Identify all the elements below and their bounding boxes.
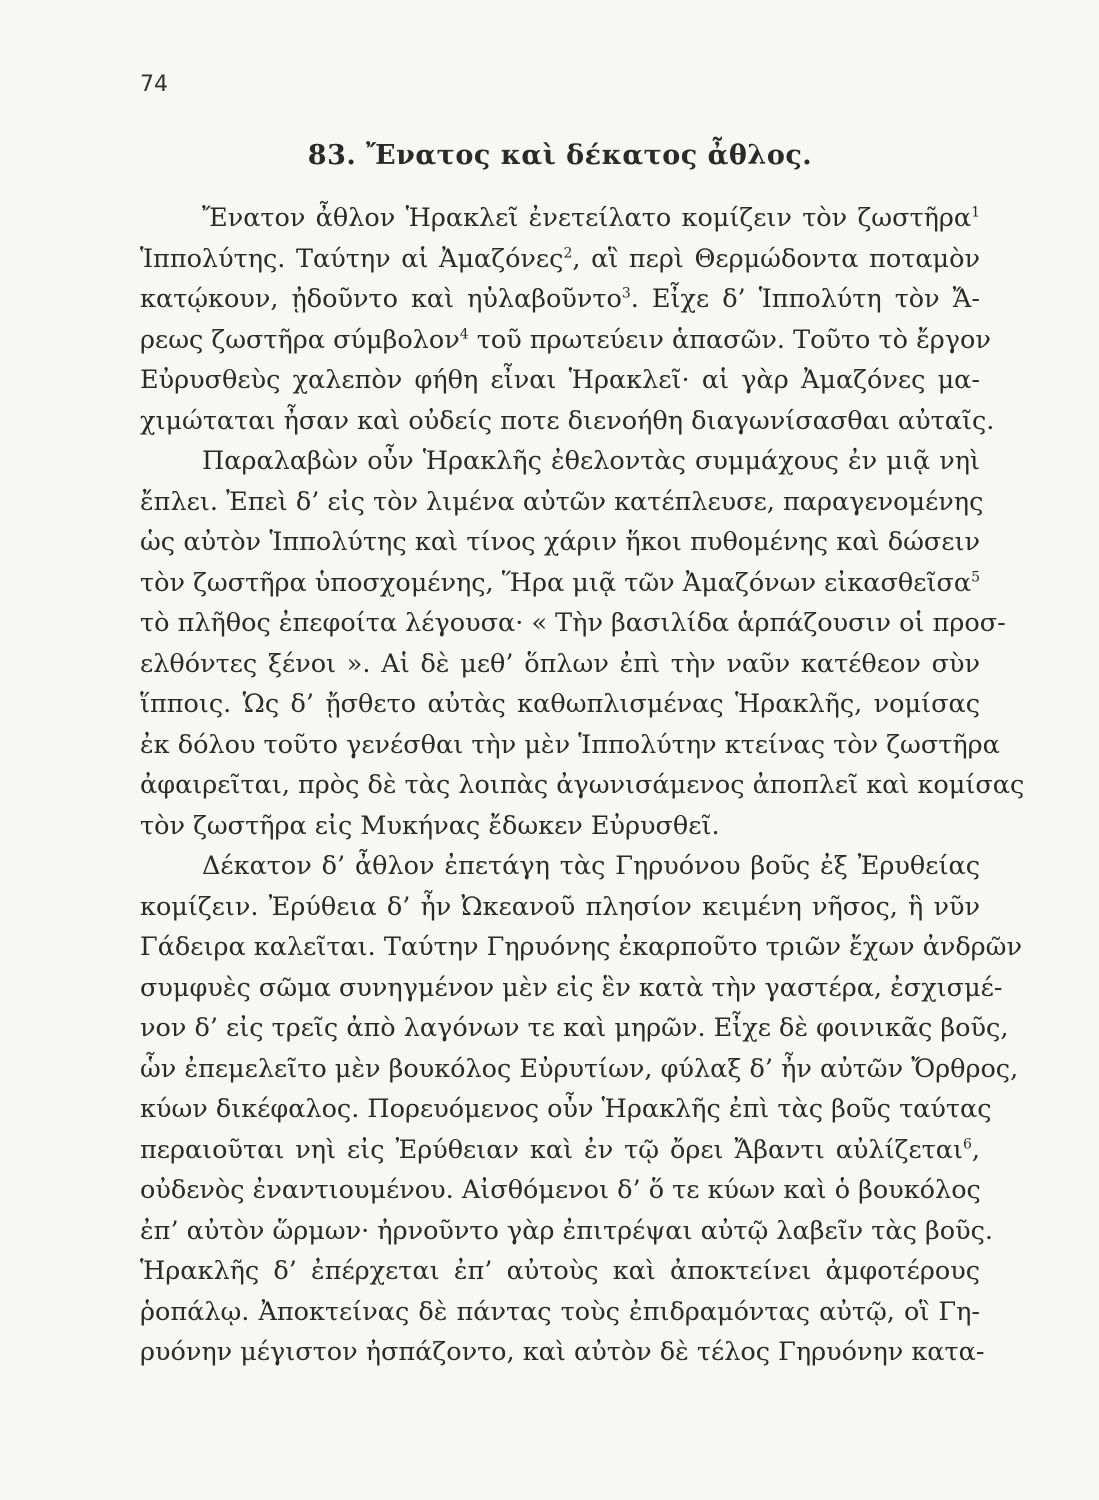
- line-text: ἵπποις. Ὡς δ’ ᾔσθετο αὐτὰς καθωπλισμένας Ἡρακλῆς, νομίσας: [140, 689, 980, 719]
- line-text: ρεως ζωστῆρα σύμβολον: [140, 324, 460, 355]
- line-text: ὧν ἐπεμελεῖτο μὲν βουκόλος Εὐρυτίων, φύλαξ δ’ ἦν αὐτῶν Ὄρθρος,: [140, 1053, 1019, 1084]
- text-line: [140, 765, 1025, 806]
- line-text: ελθόντες ξένοι ». Αἱ δὲ μεθ’ ὅπλων ἐπὶ τὴν ναῦν κατέθεον σὺν: [140, 648, 980, 679]
- text-line: [140, 198, 980, 239]
- body-text: [140, 198, 1025, 1373]
- line-text: κατῴκουν, ᾐδοῦντο καὶ ηὐλαβοῦντο: [140, 284, 622, 314]
- text-line: [140, 239, 980, 280]
- text-line: [140, 1089, 992, 1130]
- text-line: [140, 1251, 980, 1292]
- paragraph: [140, 198, 995, 441]
- chapter-heading: 83. Ἔνατος καὶ δέκατος ἆθλος.: [307, 140, 813, 171]
- text-line: [140, 846, 980, 887]
- text-line: [140, 522, 980, 563]
- line-text: ἀφαιρεῖται, πρὸς δὲ τὰς λοιπὰς ἀγωνισάμενος ἀποπλεῖ καὶ κομίσας: [140, 770, 1025, 800]
- line-text: Εὐρυσθεὺς χαλεπὸν φήθη εἶναι Ἡρακλεῖ· αἱ γὰρ Ἀμαζόνες μα-: [140, 365, 980, 395]
- line-text: ῥοπάλῳ. Ἀποκτείνας δὲ πάντας τοὺς ἐπιδραμόντας αὐτῷ, οἳ Γη-: [140, 1296, 980, 1327]
- text-line: [140, 1170, 980, 1211]
- line-text: ἐκ δόλου τοῦτο γενέσθαι τὴν μὲν Ἱππολύτην κτείνας τὸν ζωστῆρα: [140, 729, 1000, 760]
- line-text-continued: , αἳ περὶ Θερμώδοντα ποταμὸν: [572, 243, 980, 274]
- line-text-continued: ,: [971, 1134, 980, 1165]
- text-line: [140, 1292, 980, 1333]
- text-line: [140, 644, 980, 685]
- text-line: [140, 320, 991, 361]
- line-text: νον δ’ εἰς τρεῖς ἀπὸ λαγόνων τε καὶ μηρῶν. Εἶχε δὲ φοινικᾶς βοῦς,: [140, 1013, 1009, 1043]
- text-line: [140, 1008, 1009, 1049]
- line-text: τὸ πλῆθος ἐπεφοίτα λέγουσα· « Τὴν βασιλίδα ἁρπάζουσιν οἱ προσ-: [140, 608, 1006, 638]
- line-text: κομίζειν. Ἐρύθεια δ’ ἦν Ὠκεανοῦ πλησίον κειμένη νῆσος, ἣ νῦν: [140, 891, 980, 922]
- line-text: οὐδενὸς ἐναντιουμένου. Αἰσθόμενοι δ’ ὅ τε κύων καὶ ὁ βουκόλος: [140, 1175, 981, 1205]
- footnote-marker: 1: [971, 204, 980, 221]
- text-line: [140, 441, 980, 482]
- line-text: Ἡρακλῆς δ’ ἐπέρχεται ἐπ’ αὐτοὺς καὶ ἀποκτείνει ἀμφοτέρους: [140, 1256, 980, 1286]
- line-text-continued: τοῦ πρωτεύειν ἁπασῶν. Τοῦτο τὸ ἔργον: [468, 324, 991, 355]
- line-text: περαιοῦται νηὶ εἰς Ἐρύθειαν καὶ ἐν τῷ ὄρει Ἄβαντι αὐλίζεται: [140, 1134, 963, 1165]
- footnote-marker: 3: [621, 285, 631, 302]
- text-line: [140, 563, 980, 604]
- text-line: [140, 279, 980, 320]
- text-line: [140, 1332, 985, 1373]
- line-text: τὸν ζωστῆρα εἰς Μυκήνας ἔδωκεν Εὐρυσθεῖ.: [140, 810, 720, 841]
- line-text: ἔπλει. Ἐπεὶ δ’ εἰς τὸν λιμένα αὐτῶν κατέπλευσε, παραγενομένης: [140, 486, 984, 517]
- text-line: [140, 1211, 993, 1252]
- text-line: [140, 684, 980, 725]
- text-line: [140, 401, 995, 442]
- line-text: ρυόνην μέγιστον ἠσπάζοντο, καὶ αὐτὸν δὲ τέλος Γηρυόνην κατα-: [140, 1337, 985, 1367]
- text-line: [140, 887, 980, 928]
- footnote-marker: 4: [459, 326, 469, 342]
- text-line: [140, 1049, 1019, 1090]
- text-line: [140, 482, 984, 523]
- paragraph: [140, 846, 1022, 1373]
- line-text: ἐπ’ αὐτὸν ὥρμων· ἠρνοῦντο γὰρ ἐπιτρέψαι αὐτῷ λαβεῖν τὰς βοῦς.: [140, 1215, 993, 1246]
- footnote-marker: 2: [563, 245, 573, 261]
- line-text: συμφυὲς σῶμα συνηγμένον μὲν εἰς ἓν κατὰ τὴν γαστέρα, ἐσχισμέ-: [140, 972, 1003, 1003]
- line-text: ὡς αὐτὸν Ἱππολύτης καὶ τίνος χάριν ἥκοι πυθομένης καὶ δώσειν: [140, 527, 980, 557]
- line-text: Ἱππολύτης. Ταύτην αἱ Ἀμαζόνες: [140, 243, 564, 274]
- text-line: [140, 806, 980, 847]
- footnote-marker: 5: [971, 569, 980, 585]
- text-line: [140, 725, 1000, 766]
- footnote-marker: 6: [962, 1136, 972, 1152]
- line-text: Δέκατον δ’ ἆθλον ἐπετάγη τὰς Γηρυόνου βοῦς ἐξ Ἐρυθείας: [202, 851, 980, 881]
- text-line: [140, 1130, 980, 1171]
- text-line: [140, 968, 1003, 1009]
- line-text: τὸν ζωστῆρα ὑποσχομένης, Ἥρα μιᾷ τῶν Ἀμαζόνων εἰκασθεῖσα: [140, 567, 972, 598]
- paragraph: [140, 441, 1025, 846]
- line-text: Ἔνατον ἆθλον Ἡρακλεῖ ἐνετείλατο κομίζειν τὸν ζωστῆρα: [202, 203, 972, 233]
- line-text: Παραλαβὼν οὖν Ἡρακλῆς ἐθελοντὰς συμμάχους ἐν μιᾷ νηὶ: [202, 446, 980, 476]
- line-text: κύων δικέφαλος. Πορευόμενος οὖν Ἡρακλῆς ἐπὶ τὰς βοῦς ταύτας: [140, 1094, 992, 1124]
- line-text: χιμώταται ἦσαν καὶ οὐδείς ποτε διενοήθη διαγωνίσασθαι αὐταῖς.: [140, 405, 995, 436]
- text-line: [140, 927, 1022, 968]
- text-line: [140, 360, 980, 401]
- line-text-continued: . Εἶχε δ’ Ἱππολύτη τὸν Ἄ-: [630, 284, 981, 314]
- page-number: 74: [140, 72, 168, 97]
- line-text: Γάδειρα καλεῖται. Ταύτην Γηρυόνης ἐκαρποῦτο τριῶν ἔχων ἀνδρῶν: [140, 932, 1022, 962]
- text-line: [140, 603, 1006, 644]
